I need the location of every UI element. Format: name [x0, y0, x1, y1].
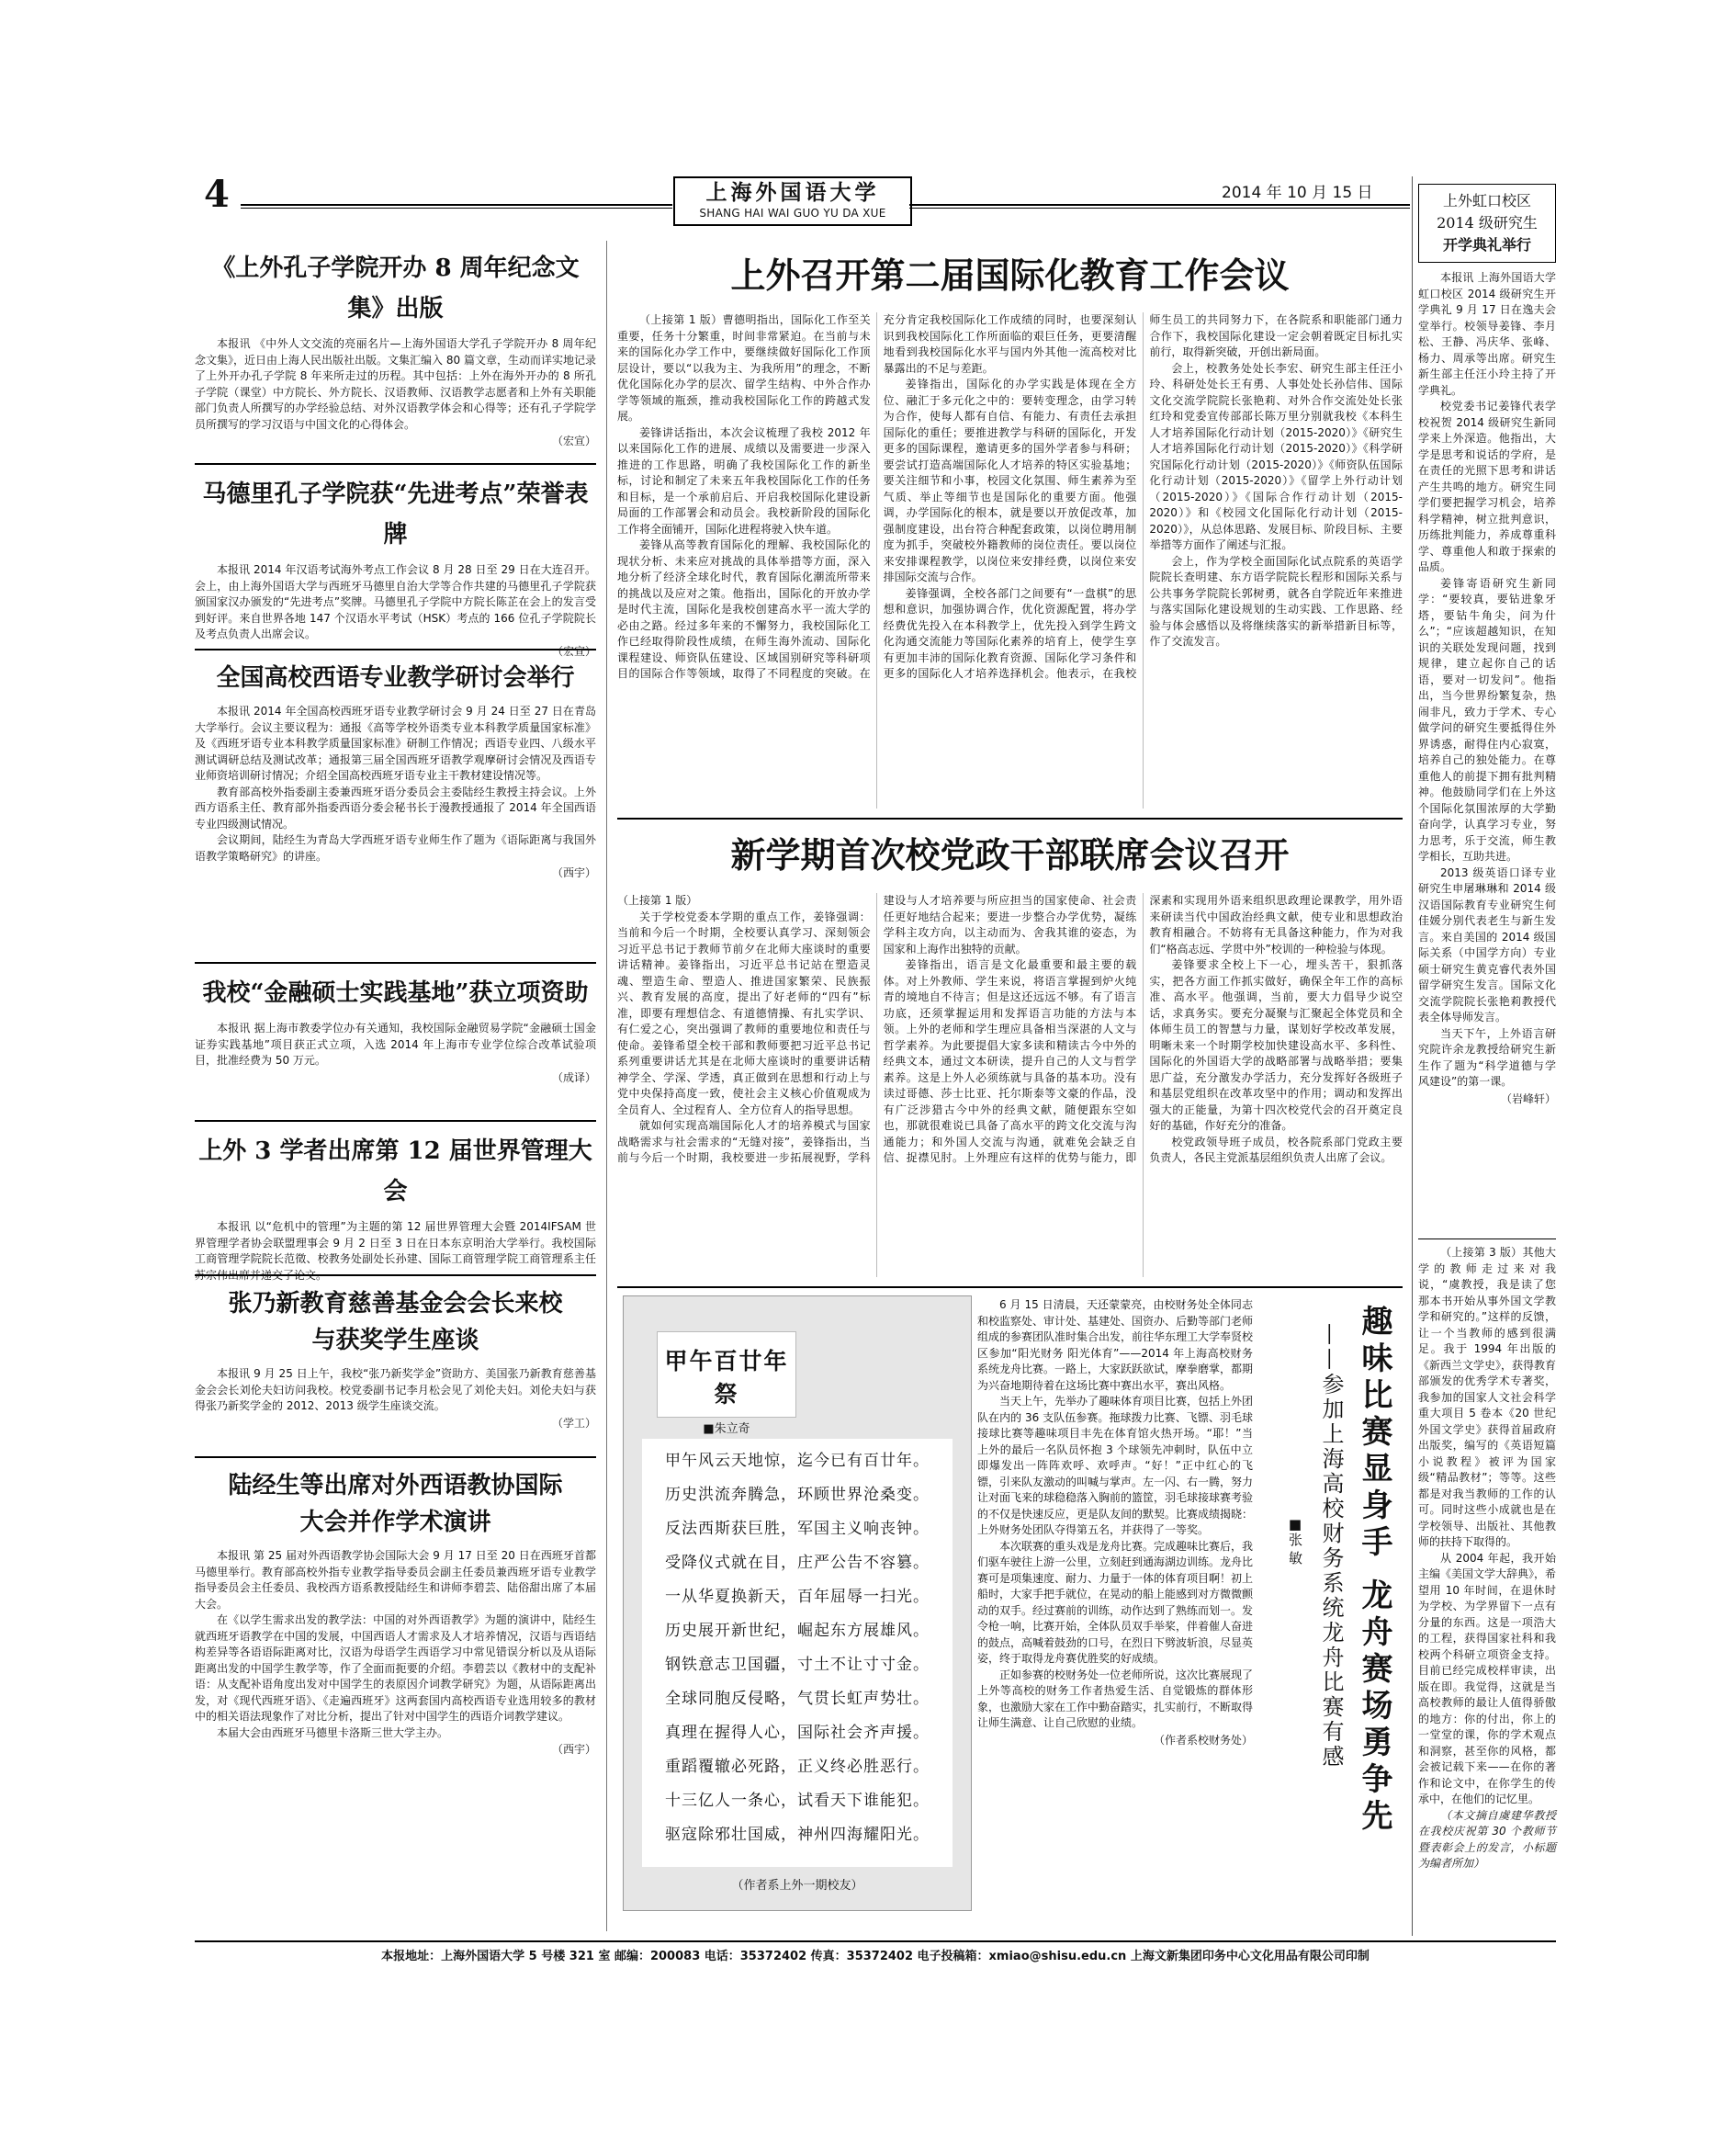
headline: 陆经生等出席对外西语教协国际大会并作学术演讲: [228, 1472, 563, 1536]
body-paragraph: 姜锋从高等教育国际化的理解、我校国际化的现状分析、未来应对挑战的具体举措等方面，深入地分析了经济全球化时代，教育国际化潮流所带来的挑战以及应对之策。他指出，国际化的开放办学是时代主流，国际化是我校创建高水平一流大学的必由之路。经过多年来的不懈努力，我校国际化工作已经取得阶段性成绩，在师生海外流动、国际化课程建设、师资队伍建设、区域国别研究等科研项目的国际合作等领域，取得了不同程度的突破。在充分肯定我校国际化工作成绩的同时，也要深刻认识到我校国际化工作所面临的艰巨任务，更要清醒地看到我校国际化水平与国内外其他一流高校对比暴露出的不足与差距。: [617, 313, 1137, 680]
poem-line: 十三亿人一条心，试看天下谁能犯。: [665, 1792, 930, 1810]
byline: （学工）: [551, 1416, 596, 1430]
headline-conference: 上外召开第二届国际化教育工作会议: [730, 254, 1290, 296]
body-paragraph: 在《以学生需求出发的教学法：中国的对外西语教学》为题的演讲中，陆经生就西班牙语教学在中国的发展，中国西语人才需求及人才培养情况，汉语与西语结构差异等各语语际距离对比，汉语为母语学生西语学习中常见错误分析以及从语际距离出发的中国学生教学等，作了全面而扼要的介绍。李碧芸以《教材中的支配补语：从支配补语角度出发对中国学生的表原因介词教学研究》为题，从语际距离出发，对《现代西班牙语》、《走遍西班牙》这两套国内高校西语专业选用较多的教材中的相关语法现象作了对比分析，提出了针对中国学生的西语介词教学建议。: [195, 1613, 596, 1723]
article-lu-jingsheng: [195, 1458, 596, 1853]
body-paragraph: 本报讯 第 25 届对外西语教学协会国际大会 9 月 17 日至 20 日在西班牙首都马德里举行。教育部高校外指专业教学指导委员会副主任委员兼西班牙语专业教学指导委员会主任委员、我校西方语系教授陆经生和讲师李碧芸、陆俗甜出席了本届大会。: [195, 1549, 596, 1611]
article-zhang-naixin: [195, 1276, 596, 1451]
byline: （西宇）: [551, 866, 596, 879]
body-paragraph: 本报讯 以“危机中的管理”为主题的第 12 届世界管理大会暨 2014IFSAM 世界管理学者协会联盟理事会 9 月 2 日至 3 日在日本东京明治大学举行。我校国际工商管理学院院长范徵、校教务处副处长孙建、国际工商管理学院工商管理系主任苏宗伟出席并递交了论文。: [195, 1220, 596, 1282]
body-paragraph: 本报讯 《中外人文交流的亮丽名片—上海外国语大学孔子学院开办 8 周年纪念文集》，近日由上海人民出版社出版。文集汇编入 80 篇文章，生动而详实地记录了上外开办孔子学院 8 年来所走过的历程。其中包括：上外在海外开办的 8 所孔子学院（课堂）中方院长、外方院长、汉语教师、汉语教学志愿者和上外有关职能部门负责人所撰写的办学经验总结、对外汉语教学体会和心得等；还有孔子学院学员所撰写的学习汉语与中国文化的心得体会。: [195, 337, 596, 431]
body-paragraph: 校党政领导班子成员，校各院系部门党政主要负责人，各民主党派基层组织负责人出席了会议。: [1149, 1135, 1403, 1164]
dragon-boat-headline: 趣味比赛显身手 龙舟赛场勇争先: [1356, 1305, 1392, 1836]
body-paragraph: 6 月 15 日清晨，天还蒙蒙亮，由校财务处全体同志和校监察处、审计处、基建处、国资办、后勤等部门老师组成的参赛团队准时集合出发，前往华东理工大学奉贤校区参加“阳光财务 阳光体育”——2014 年上海高校财务系统龙舟比赛。一路上，大家跃跃欲试，摩拳磨掌，都期为兴奋地期待着在这场比赛中赛出水平，赛出风格。: [977, 1298, 1254, 1392]
headline: 全国高校西语专业教学研讨会举行: [216, 664, 575, 692]
body-paragraph: 本届大会由西班牙马德里卡洛斯三世大学主办。: [217, 1725, 449, 1739]
dragon-boat-author: ■张 敏: [1287, 1516, 1303, 1565]
issue-date: 2014 年 10 月 15 日: [1222, 184, 1373, 202]
body-paragraph: 会上，作为学校全面国际化试点院系的英语学院院长查明建、东方语学院院长程形和国际关系与公共事务学院院长郭树勇，就各自学院近年来推进与落实国际化建设规划的生动实践、工作思路、经验与体会感悟以及将继续落实的新举措新目标等，作了交流发言。: [1149, 554, 1403, 648]
body-paragraph: 姜锋指出，语言是文化最重要和最主要的载体。对上外教师、学生来说，将语言掌握到炉火纯青的境地自不待言；但是这还远远不够。有了语言功底，还须掌握运用和发挥语言功能的方法与本领。上外的老师和学生理应具备相当深湛的人文与哲学素养。为此要提倡大家多读和精读古今中外的经典文本，通过文本研读，提升自己的人文与哲学素养。这是上外人必须练就与具备的基本功。没有读过哥德、莎士比亚、托尔斯泰等文豪的作品，没有广泛涉猎古今中外的经典文献，随便跟东空如也，那就很难说已具备了高水平的跨文化交流与沟通能力；和外国人交流与沟通，就难免会缺乏自信、捉襟见肘。上外理应有这样的优势与能力，即深素和实现用外语来组织思政理论课教学，用外语来研读当代中国政治经典文献，使专业和思想政治教育相融合。不妨将有无具备这种能力，作为对我们“格高志远、学贯中外”校训的一种检验与体现。: [883, 894, 1403, 1164]
poem-line: 一从华夏换新天，百年屈辱一扫光。: [665, 1588, 930, 1606]
article-jinrong-shuoshi: [195, 964, 596, 1111]
poem-line: 重蹈覆辙必死路，正义终必胜恶行。: [665, 1758, 930, 1776]
masthead-logo: [673, 176, 912, 226]
body-paragraph: 就如何实现高端国际化人才的培养模式与国家战略需求与社会需求的“无缝对接”，姜锋指出，当前与今后一个时期，我校要进一步拓展视野，学科建设与人才培养要与所应担当的国家使命、社会责任更好地结合起来；要进一步整合办学优势，凝练学科主攻方向，以主动而为、舍我其谁的姿态，为国家和上海作出独特的贡献。: [617, 894, 1137, 1164]
footer-imprint: 本报地址：上海外国语大学 5 号楼 321 室 邮编：200083 电话：35372402 传真：35372402 电子投稿箱：xmiao@shisu.edu.cn 上海文新集团印务中心文化用品有限公司印制: [381, 1950, 1370, 1963]
byline: （宏宣）: [551, 644, 596, 658]
poem-line: 真理在握得人心，国际社会齐声援。: [665, 1724, 930, 1742]
byline: （本文摘自虞建华教授在我校庆祝第 30 个教师节暨表彰会上的发言，小标题为编者所加）: [1418, 1808, 1556, 1870]
body-paragraph: 姜锋寄语研究生新同学：“要较真，要钻进象牙塔，要钻牛角尖，问为什么”；“应该超越知识，在知识的关联处发现问题，找到规律，建立起你自己的话语，要对一切发问”。他指出，当今世界纷繁复杂，热闹非凡，致力于学术、专心做学问的研究生要抵得住外界诱惑，耐得住内心寂寞，培养自己的独处能力。在尊重他人的前提下拥有批判精神。他鼓励同学们在上外这个国际化氛围浓厚的大学勤奋向学，认真学习专业，努力思考，乐于交流，师生教学相长，互助共进。: [1418, 576, 1556, 863]
left-column: [195, 248, 596, 1951]
headline: 马德里孔子学院获“先进考点”荣誉表牌: [202, 481, 589, 549]
headline: 《上外孔子学院开办 8 周年纪念文集》出版: [211, 254, 580, 322]
right-headline-line: 开学典礼举行: [1442, 236, 1531, 254]
poem-note: （作者系上外一期校友）: [731, 1879, 863, 1893]
body-paragraph: 关于学校党委本学期的重点工作，姜锋强调：当前和今后一个时期，全校要认真学习、深刻领会习近平总书记于教师节前夕在北师大座谈时的重要讲话精神。姜锋指出，习近平总书记站在塑造灵魂、塑造生命、塑造人、推进国家繁荣、民族振兴、教育发展的高度，提出了好老师的“四有”标准，即要有理想信念、有道德情操、有扎实学识、有仁爱之心，突出强调了教师的重要地位和责任与使命。姜锋希望全校干部和教师要把习近平总书记系列重要讲话尤其是在北师大座谈时的重要讲话精神学全、学深、学透，真正做到在思想和行动上与党中央保持高度一致，使社会主义核心价值观成为全员育人、全过程育人、全方位育人的指导思想。: [617, 910, 871, 1116]
article-kongzi-wenji: [195, 248, 596, 458]
right-headline-line: 2014 级研究生: [1437, 214, 1538, 232]
body-paragraph: 从 2004 年起，我开始主编《美国文学大辞典》，希望用 10 年时间，在退休时为学校、为学界留下一点有分量的东西。这是一项浩大的工程，获得国家社科和我校两个科研立项资金支持。目前已经完成校样审读，出版在即。我觉得，这就是当高校教师的最让人值得骄傲的地方：你的付出，你上的一堂堂的课，你的学术观点和洞察，甚至你的风格，都会被记载下来——在你的著作和论文中，在你学生的传承中，在他们的记忆里。: [1418, 1551, 1557, 1805]
body-paragraph: 本报讯 2014 年汉语考试海外考点工作会议 8 月 28 日至 29 日在大连召开。会上，由上海外国语大学与西班牙马德里自治大学等合作共建的马德里孔子学院获颁国家汉办颁发的“先进考点”奖牌。马德里孔子学院中方院长陈芷在会上的发言受到好评。来自世界各地 147 个汉语水平考试（HSK）考点的 166 位孔子学院院长及考点负责人出席会议。: [195, 563, 596, 640]
headline: 上外 3 学者出席第 12 届世界管理大会: [198, 1137, 592, 1205]
poem-line: 钢铁意志卫国疆，寸土不让寸寸金。: [665, 1656, 930, 1674]
paper-pinyin: SHANG HAI WAI GUO YU DA XUE: [699, 207, 886, 220]
poem-line: 反法西斯获巨胜，军国主义响丧钟。: [665, 1520, 930, 1538]
headline: 我校“金融硕士实践基地”获立项资助: [202, 979, 589, 1007]
body-paragraph: 本报讯 9 月 25 日上午，我校“张乃新奖学金”资助方、美国张乃新教育慈善基金会会长刘伦夫妇访问我校。校党委副书记李月松会见了刘伦夫妇。刘伦夫妇与获得张乃新奖学金的 2012、2013 级学生座谈交流。: [195, 1367, 596, 1412]
dragon-boat-body: [977, 1297, 1253, 1908]
body-paragraph: 当天下午，上外语言研究院许余龙教授给研究生新生作了题为“科学道德与学风建设”的第一课。: [1418, 1026, 1556, 1088]
body-paragraph: 教育部高校外指委副主委兼西班牙语分委员会主委陆经生教授主持会议。上外西方语系主任、教育部外指委西语分委会秘书长于漫教授通报了 2014 年全国西语专业四级测试情况。: [195, 785, 596, 831]
body-paragraph: 本报讯 上海外国语大学虹口校区 2014 级研究生开学典礼 9 月 17 日在逸夫会堂举行。校领导姜锋、李月松、王静、冯庆华、张峰、杨力、周承等出席。研究生新生部主任汪小玲主持了开学典礼。: [1418, 271, 1556, 397]
paper-name: 上海外国语大学: [705, 180, 880, 205]
body-paragraph: 校党委书记姜锋代表学校祝贺 2014 级研究生新同学来上外深造。他指出，大学是思考和说话的学府，是在责任的光照下思考和讲话产生共鸣的地方。研究生同学们要把握学习机会，培养科学精神，树立批判意识，历练批判能力，养成尊重科学、尊重他人和敢于探索的品质。: [1418, 400, 1556, 573]
body-paragraph: （上接第 1 版）曹德明指出，国际化工作至关重要，任务十分繁重，时间非常紧迫。在当前与未来的国际化办学工作中，要继续做好国际化工作顶层设计，要以“以我为主、为我所用”的理念，不断优化国际化办学的层次、留学生结构、中外合作办学等领域的瓶颈，推动我校国际化工作的跨越式发展。: [617, 313, 871, 423]
right-headline: [1418, 184, 1556, 263]
right-headline-line: 上外虹口校区: [1442, 192, 1531, 209]
headline-cadre-meeting: 新学期首次校党政干部联席会议召开: [730, 834, 1290, 876]
poem-line: 全球同胞反侵略，气贯长虹声势壮。: [665, 1690, 930, 1708]
body-paragraph: 2013 级英语口译专业研究生申屠琳琳和 2014 级汉语国际教育专业研究生何佳媛分别代表老生与新生发言。来自美国的 2014 级国际关系（中国学方向）专业硕士研究生黄克睿代表外国留学研究生发言。国际文化交流学院院长张艳莉教授代表全体导师发言。: [1418, 865, 1556, 1024]
body-paragraph: （上接第 1 版）: [617, 894, 698, 907]
byline: （宏宣）: [551, 435, 596, 447]
poem-box: [623, 1295, 972, 1911]
page-number: 4: [204, 173, 230, 216]
body-paragraph: 姜锋讲话指出，本次会议梳理了我校 2012 年以来国际化工作的进展、成绩以及需要进一步深入推进的工作思路，明确了我校国际化工作的新坐标，讨论和制定了未来五年我校国际化工作的任务和目标，是一个承前启后、开启我校国际化建设新局面的工作部署会和动员会。我校新阶段的国际化工作将全面铺开，国际化进程将驶入快车道。: [617, 425, 871, 536]
article-cadre-body: [617, 893, 1403, 1277]
article-guanli-dahui: [195, 1122, 596, 1282]
body-paragraph: 会议期间，陆经生为青岛大学西班牙语专业师生作了题为《语际距离与我国外语教学策略研究》的讲座。: [195, 833, 596, 863]
poem-line: 历史洪流奔腾急，环顾世界沧桑变。: [665, 1486, 930, 1504]
body-paragraph: 正如参赛的校财务处一位老师所说，这次比赛展现了上外等高校的财务工作者热爱生活、自觉锻炼的群体形象，也激励大家在工作中勤奋踏实，扎实前行，不断取得让师生满意、让自己欣慰的业绩。: [977, 1668, 1254, 1729]
headline: 张乃新教育慈善基金会会长来校与获奖学生座谈: [228, 1290, 563, 1354]
article-xiyu-yantao: [195, 650, 596, 956]
byline: （成译）: [551, 1070, 596, 1084]
body-paragraph: 姜锋要求全校上下一心，埋头苦干，狠抓落实，把各方面工作抓实做好，确保全年工作的高标准、高水平。他强调，当前，要大力倡导少说空话，求真务实。要充分凝聚与汇聚起全体党员和全体师生员工的智慧与力量，谋划好学校改革发展，明晰未来一个时期学校加快建设高水平、多科性、国际化的外国语大学的战略部署与战略举措；要集思广益，充分激发办学活力，充分发挥好各级班子和基层党组织在改革攻坚中的作用；调动和发挥出强大的正能量，为第十四次校党代会的召开奠定良好的基础，作好充分的准备。: [1149, 958, 1403, 1132]
poem-author: ■朱立奇: [703, 1422, 750, 1436]
body-paragraph: （上接第 3 版）其他大学的教师走过来对我说，“虞教授，我是读了您那本书开始从事外国文学教学和研究的。”这样的反馈，让一个当教师的感到很满足。我于 1994 年出版的《新西兰文学史》，获得教育部颁发的优秀学术专著奖，我参加的国家人文社会科学重大项目 5 卷本《20 世纪外国文学史》获得首届政府出版奖，编写的《英语短篇小说教程》被评为国家级“精品教材”；等等。这些都是对我当教师的工作的认可。同时这些小成就也是在学校领导、出版社、其他教师的扶持下取得的。: [1418, 1246, 1557, 1548]
article-conference-body: [617, 312, 1403, 809]
body-paragraph: 会上，校教务处处长李宏、研究生部主任汪小玲、科研处处长王有勇、人事处处长孙信伟、国际文化交流学院院长张艳莉、对外合作交流处处长张红玲和党委宣传部部长陈万里分别就我校《本科生人才培养国际化行动计划（2015-2020）》《研究生人才培养国际化行动计划（2015-2020）》《科学研究国际化行动计划（2015-2020）》《师资队伍国际化行动计划（2015-2020）》《留学上外行动计划（2015-2020）》《国际合作行动计划（2015-2020）》和《校园文化国际化行动计划（2015-2020）》，从总体思路、发展目标、阶段目标、主要举措等方面作了阐述与汇报。: [1149, 361, 1403, 551]
article-madrid-kongzi: [195, 465, 596, 658]
poem-line: 驱寇除邪壮国威，神州四海耀阳光。: [665, 1826, 930, 1844]
byline: （作者系校财务处）: [1153, 1733, 1253, 1747]
right-column: [1418, 184, 1556, 1929]
byline: （西宇）: [551, 1743, 596, 1756]
body-paragraph: 本报讯 2014 年全国高校西班牙语专业教学研讨会 9 月 24 日至 27 日在青岛大学举行。会议主要议程为：通报《高等学校外语类专业本科教学质量国家标准》及《西班牙语专业本科教学质量国家标准》研制工作情况；西语专业四、八级水平测试调研总结及测试改革；通报第三届全国西班牙语教学观摩研讨会情况及西语专业师资培训研讨情况；介绍全国高校西班牙语专业主干教材建设情况等。: [195, 705, 596, 782]
poem-line: 历史展开新世纪，崛起东方展雄风。: [665, 1622, 930, 1640]
body-paragraph: 姜锋强调，全校各部门之间要有“一盘棋”的思想和意识，加强协调合作，优化资源配置，将办学经费优先投入在本科教学上，优先投入到学生跨文化沟通交流能力等国际化素养的培育上，使学生享有更加丰沛的国际化教育资源、国际化学习条件和更多的国际化人才培养选择机会。他表示，在我校师生员工的共同努力下，在各院系和职能部门通力合作下，我校国际化建设一定会朝着既定目标扎实前行，取得新突破，开创出新局面。: [883, 313, 1403, 680]
dragon-boat-subtitle: ——参加上海高校财务系统龙舟比赛有感: [1318, 1323, 1344, 1770]
poem-title-block: [657, 1331, 796, 1436]
body-paragraph: 姜锋指出，国际化的办学实践是体现在全方位、融汇于多元化之中的：要转变理念，由学习转为合作，使每人都有自信、有能力、有责任去承担国际化的重任；要推进教学与科研的国际化，开发更多的国际课程，邀请更多的国外学者参与科研；要尝试打造高端国际化人才培养的特区实验基地；要关注细节和小事，校园文化氛围、师生素养为至气质、举止等细节也是国际化的重要方面。他强调，办学国际化的根本，就是要以开放促改革，加强制度建设，出台符合种配套政策，以岗位聘用制度为抓手，突破校外籍教师的岗位责任。要以岗位来安排课程教学，以岗位来安排经费，以岗位来安排国际交流与合作。: [883, 378, 1137, 583]
body-paragraph: 当天上午，先举办了趣味体育项目比赛，包括上外团队在内的 36 支队伍参赛。拖球拨力比赛、飞镖、羽毛球接球比赛等趣味项目丰先在体育馆火热开场。“耶！”当上外的最后一名队员怀抱 3 个球领先冲刺时，队伍中立即爆发出一阵阵欢呼、欢呼声。“好！”正中红心的飞镖，引来队友激动的叫喊与掌声。左一闪、右一腾，努力让对面飞来的球稳稳落入胸前的篮筐，羽毛球接球赛考验的不仅是快速反应，更是队友间的默契。比赛成绩揭晓：上外财务处团队夺得第五名，并获得了一等奖。: [977, 1395, 1254, 1536]
poem-text: [642, 1439, 953, 1867]
poem-line: 受降仪式就在目，庄严公告不容篡。: [665, 1554, 930, 1572]
body-paragraph: 本报讯 据上海市教委学位办有关通知，我校国际金融贸易学院“金融硕士国金证券实践基地”项目获正式立项，入选 2014 年上海市专业学位综合改革试验项目，批准经费为 50 万元。: [195, 1022, 596, 1067]
body-paragraph: 本次联赛的重头戏是龙舟比赛。完成趣味比赛后，我们驱车驶往上游一公里，立刻赶到通海湖边训练。龙舟比赛可是项集速度、耐力、力量于一体的体育项目啊！初上船时，大家手把手就位，在晃动的船上能感到对方微微颤动的双手。经过赛前的训练，动作达到了熟练而划一。发令枪一响，比赛开始，全体队员双手举桨，伴着催人奋进的鼓点，高喊着鼓劲的口号，在烈日下劈波斩浪，尽显英姿，终于取得龙舟赛优胜奖的好成绩。: [977, 1539, 1254, 1665]
poem-title: 甲午百廿年祭: [664, 1348, 789, 1408]
byline: （岩峰轩）: [1500, 1091, 1556, 1105]
poem-line: 甲午风云天地惊，迄今已有百廿年。: [665, 1452, 930, 1470]
